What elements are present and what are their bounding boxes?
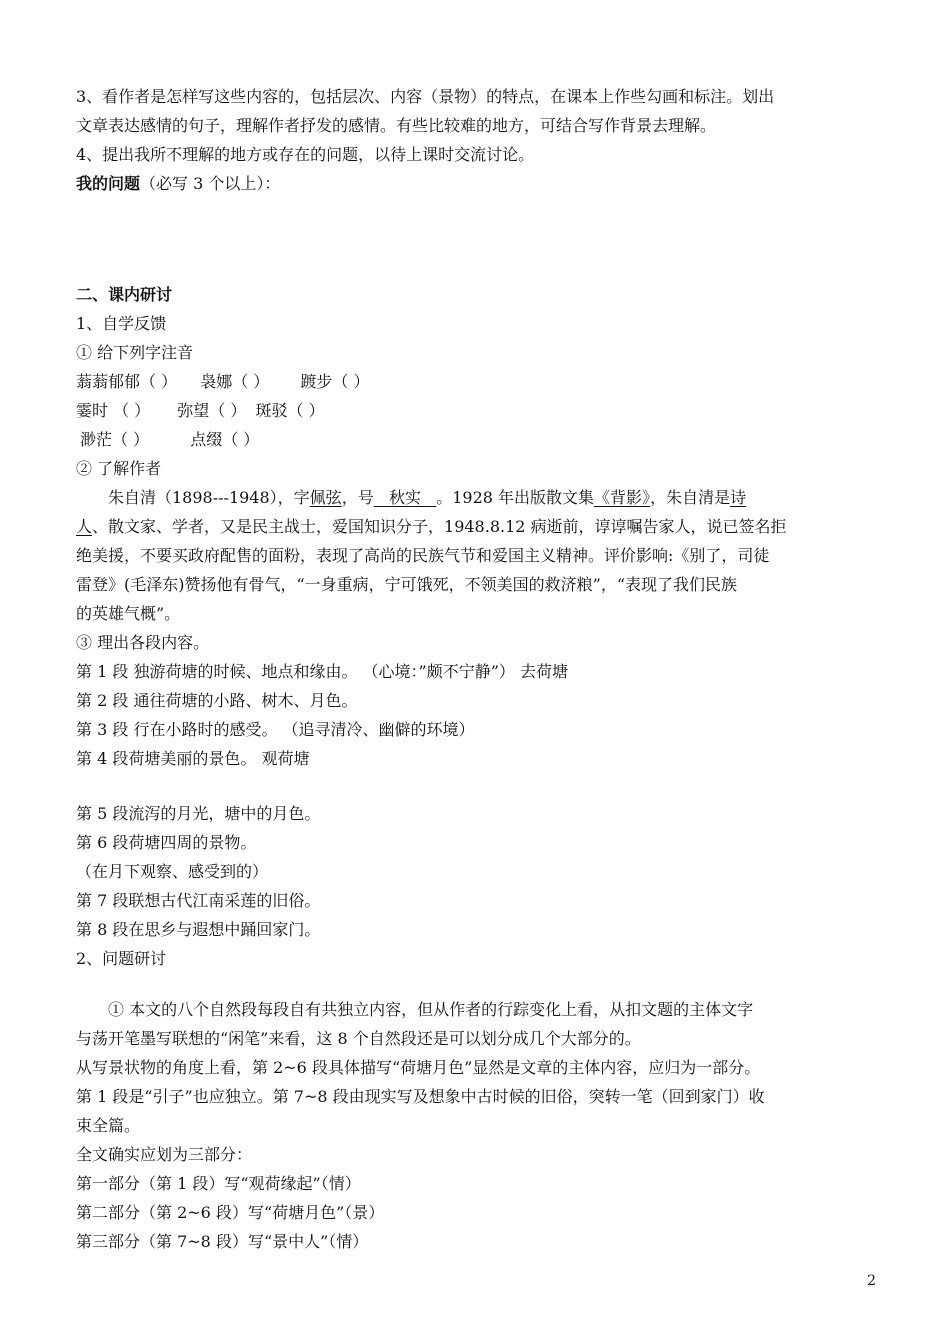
instruction-3-cont: 文章表达感情的句子，理解作者抒发的感情。有些比较难的地方，可结合写作背景去理解。 — [76, 116, 717, 135]
document-page — [76, 82, 896, 1256]
segment-4: 第 4 段荷塘美丽的景色。 观荷塘 — [76, 749, 310, 768]
author-pen-name: 秋实 — [373, 488, 437, 507]
author-text: 、散文家、学者，又是民主战士，爱国知识分子，1948.8.12 病逝前，谆谆嘱告家人，说已签名拒 — [92, 517, 787, 536]
segment-2: 第 2 段 通往荷塘的小路、树木、月色。 — [76, 691, 358, 710]
spacer — [76, 973, 896, 995]
discussion-line-1: ① 本文的八个自然段每段自有共独立内容，但从作者的行踪变化上看，从扣文题的主体文字 — [108, 1000, 754, 1019]
task-3: ③ 理出各段内容。 — [76, 633, 210, 652]
segment-6-note: （在月下观察、感受到的） — [76, 862, 269, 881]
word-row-2 — [76, 396, 896, 425]
part-3: 第三部分（第 7~8 段）写“景中人”（情） — [76, 1232, 369, 1251]
word-item: 霎时 （ ） — [76, 401, 151, 420]
segment-1: 第 1 段 独游荷塘的时候、地点和缘由。 （心境：”颇不宁静”） 去荷塘 — [76, 662, 568, 681]
discussion-line-4: 第 1 段是“引子”也应独立。第 7~8 段由现实写及想象中古时候的旧俗，突转一笔（回到家门）收 — [76, 1087, 765, 1106]
discussion-line-6: 全文确实应划为三部分： — [76, 1145, 253, 1164]
word-item: 点缀（ ） — [190, 430, 260, 449]
answer-space — [76, 198, 896, 280]
word-row-3 — [76, 425, 896, 454]
my-question-label: 我的问题 — [76, 174, 141, 193]
author-text: ，号 — [341, 488, 374, 507]
author-text: 。1928 年出版散文集 — [436, 488, 595, 507]
discussion-line-2: 与荡开笔墨写联想的“闲笔”来看，这 8 个自然段还是可以划分成几个大部分的。 — [76, 1029, 641, 1048]
task-1: ① 给下列字注音 — [76, 343, 194, 362]
spacer — [76, 773, 896, 799]
part-2: 第二部分（第 2~6 段）写“荷塘月色”（景） — [76, 1203, 385, 1222]
word-item: 踱步（ ） — [300, 372, 370, 391]
author-line-1 — [76, 483, 896, 512]
instruction-4: 4、提出我所不理解的地方或存在的问题，以待上课时交流讨论。 — [76, 145, 535, 164]
instruction-3: 3、看作者是怎样写这些内容的，包括层次、内容（景物）的特点，在课本上作些勾画和标注。划出 — [76, 87, 775, 106]
author-line-3: 绝美援，不要买政府配售的面粉，表现了高尚的民族气节和爱国主义精神。评价影响:《别了，司徒 — [76, 546, 770, 565]
author-poet: 诗 — [730, 488, 747, 507]
page-number: 2 — [867, 1273, 876, 1289]
word-item: 渺茫（ ） — [80, 430, 150, 449]
task-2: ② 了解作者 — [76, 459, 162, 478]
author-line-4: 雷登》(毛泽东)赞扬他有骨气，“一身重病，宁可饿死，不领美国的救济粮”，“表现了我们民族 — [76, 575, 738, 594]
subsection-1: 1、自学反馈 — [76, 314, 167, 333]
author-poet-cont: 人 — [76, 517, 93, 536]
author-line-2 — [76, 512, 896, 541]
author-line-5: 的英雄气概”。 — [76, 604, 181, 623]
author-courtesy-name: 佩弦 — [309, 488, 342, 507]
my-question-note: （必写 3 个以上）： — [140, 174, 281, 193]
segment-7: 第 7 段联想古代江南采莲的旧俗。 — [76, 891, 321, 910]
word-item: 弥望（ ） — [177, 401, 247, 420]
author-text: ，朱自清是 — [650, 488, 731, 507]
section-2-title: 二、课内研讨 — [76, 285, 173, 304]
word-item: 斑驳（ ） — [255, 401, 325, 420]
segment-3: 第 3 段 行在小路时的感受。 （追寻清冷、幽僻的环境） — [76, 720, 475, 739]
segment-8: 第 8 段在思乡与遐想中踊回家门。 — [76, 920, 321, 939]
discussion-line-5: 束全篇。 — [76, 1116, 141, 1135]
word-item: 蓊蓊郁郁（ ） — [76, 372, 178, 391]
segment-5: 第 5 段流泻的月光，塘中的月色。 — [76, 804, 321, 823]
author-book: 《背影》 — [594, 488, 651, 507]
word-item: 袅娜（ ） — [200, 372, 270, 391]
author-text: 朱自清（1898---1948），字 — [108, 488, 310, 507]
my-question-line — [76, 169, 896, 198]
discussion-line-3: 从写景状物的角度上看，第 2~6 段具体描写“荷塘月色”显然是文章的主体内容，应归为一部分。 — [76, 1058, 761, 1077]
segment-6: 第 6 段荷塘四周的景物。 — [76, 833, 257, 852]
part-1: 第一部分（第 1 段）写“观荷缘起”（情） — [76, 1174, 361, 1193]
word-row-1 — [76, 367, 896, 396]
subsection-2: 2、问题研讨 — [76, 949, 167, 968]
